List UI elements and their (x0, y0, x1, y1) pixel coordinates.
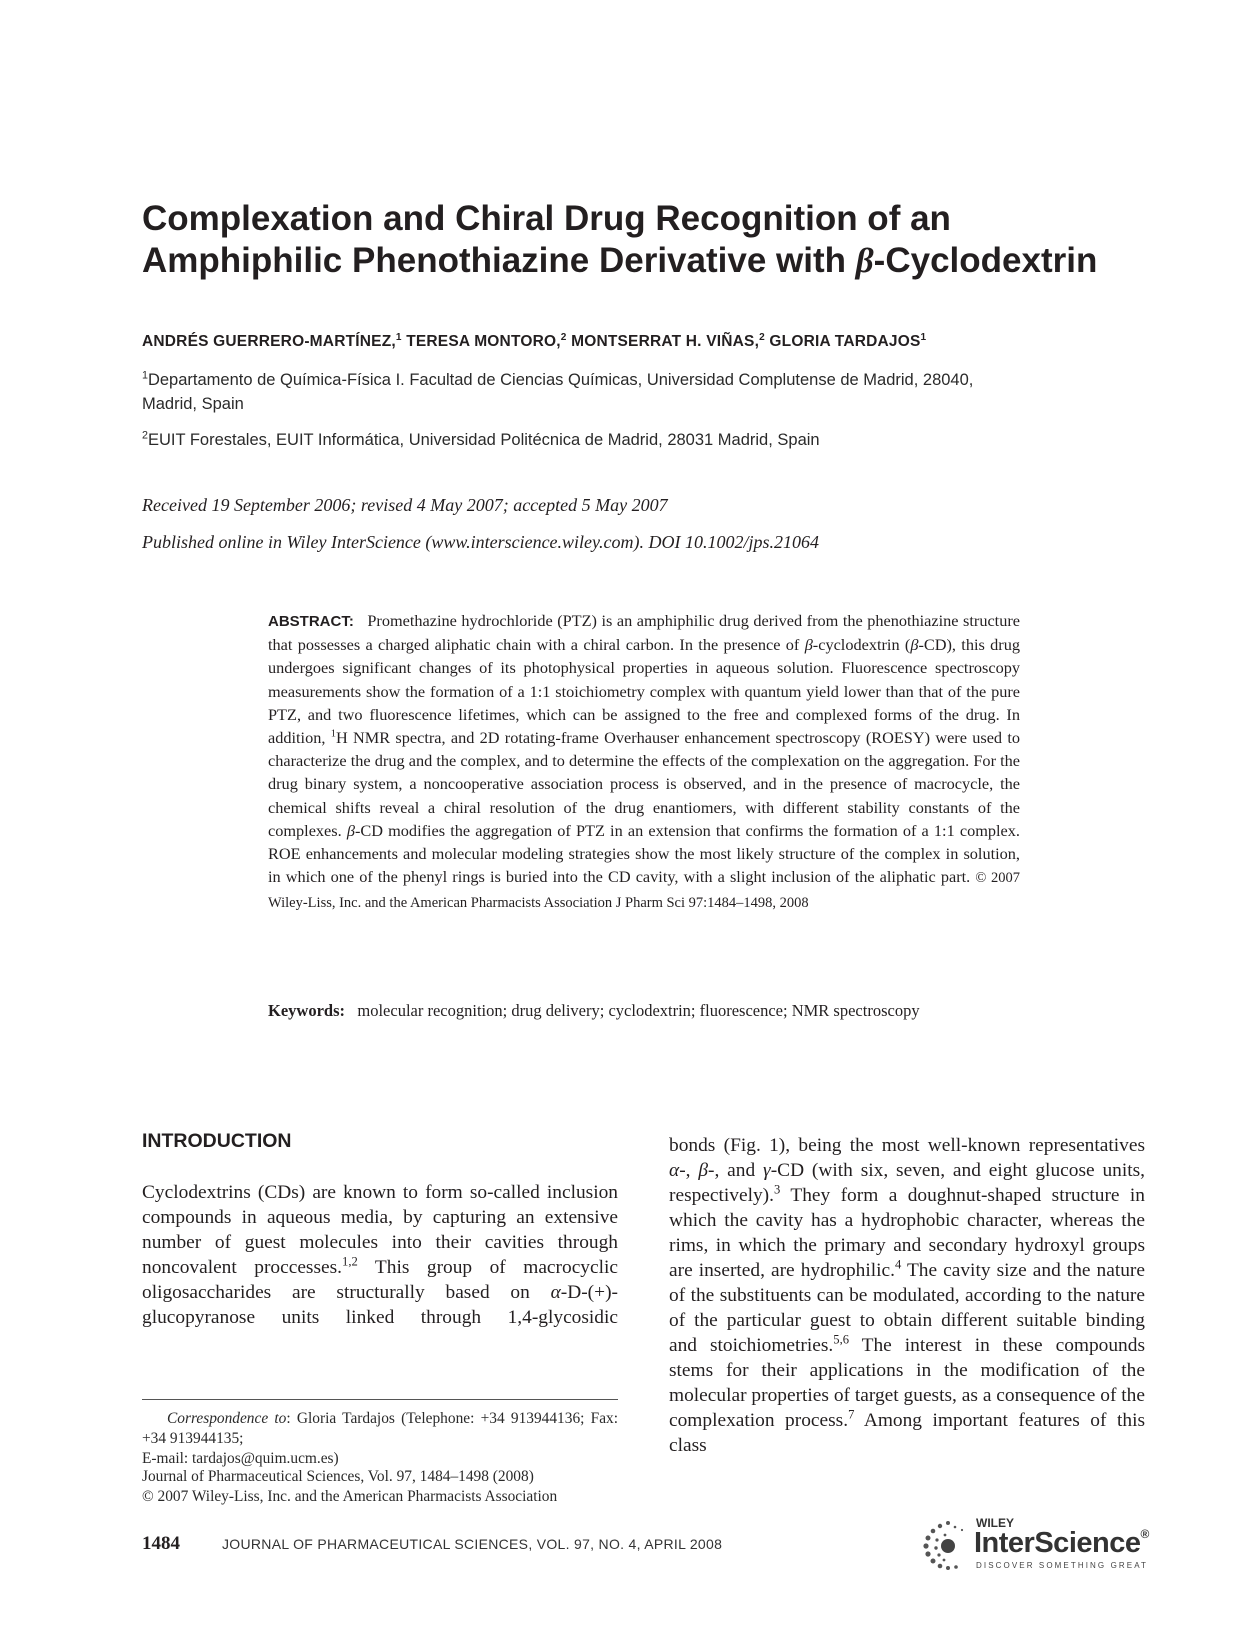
keywords-label: Keywords: (268, 1001, 345, 1020)
author-list (142, 333, 1142, 351)
title-line-2-end: -Cyclodextrin (873, 241, 1098, 280)
abstract: ABSTRACT: Promethazine hydrochloride (PTZ) is an amphiphilic drug derived from the phenothiazine structure that possesses a charged aliphatic chain with a chiral carbon. In the presence of β-cyclodextrin (β-CD), this drug undergoes significant changes of its photophysical properties in aqueous solution. Fluorescence spectroscopy measurements show the formation of a 1:1 stoichiometry complex with quantum yield lower than that of the pure PTZ, and two fluorescence lifetimes, which can be assigned to the free and complexed forms of the drug. In addition, $^1$H NMR spectra, and 2D rotating-frame Overhauser enhancement spectroscopy (ROESY) were used to characterize the drug and the complex, and to determine the effects of the complexation on the aggregation. For the drug binary system, a noncooperative association process is observed, and in the presence of macrocycle, the chemical shifts reveal a chiral resolution of the drug enantiomers, with different stability constants of the complexes. β-CD modifies the aggregation of PTZ in an extension that confirms the formation of a 1:1 complex. ROE enhancements and molecular modeling strategies show the most likely structure of the complex in solution, in which one of the phenyl rings is buried into the CD cavity, with a slight inclusion of the aliphatic part. © 2007 Wiley-Liss, Inc. and the American Pharmacists Association J Pharm Sci 97:1484–1498, 2008 (268, 611, 1020, 912)
title-beta: β (855, 241, 874, 280)
correspondence-note: Correspondence to: Gloria Tardajos (Telephone: +34 913944136; Fax: +34 913944135; E-mail: tardajos@quim.ucm.es) (142, 1410, 618, 1467)
keywords: Keywords: molecular recognition; drug delivery; cyclodextrin; fluorescence; NMR spectroscopy (268, 1001, 920, 1020)
abstract-label: ABSTRACT: (268, 613, 354, 630)
intro-paragraph: bonds (Fig. 1), being the most well-known representatives α-, β-, and γ-CD (with six, seven, and eight glucose units, respectively).$^3$ They form a doughnut-shaped structure in which the cavity has a hydrophobic character, whereas the rims, in which the primary and secondary hydroxyl groups are inserted, are hydrophilic.$^4$ The cavity size and the nature of the substituents can be modulated, according to the nature of the particular guest to obtain different suitable binding and stoichiometries.$^{5,6}$ The interest in these compounds stems for their applications in the modification of the molecular properties of target guests, as a consequence of the complexation process.$^7$ Among important features of this class (669, 1135, 1146, 1456)
received-dates: Received 19 September 2006; revised 4 May 2007; accepted 5 May 2007 (142, 495, 668, 515)
affiliation-1: $^1$Departamento de Química-Física I. Facultad de Ciencias Químicas, Universidad Complutense de Madrid, 28040, Madrid, Spain (142, 369, 974, 413)
footnote-copyright: © 2007 Wiley-Liss, Inc. and the American Pharmacists Association (142, 1488, 558, 1505)
title-line-2 (142, 240, 1142, 282)
intro-paragraph: Cyclodextrins (CDs) are known to form so-called inclusion compounds in aqueous media, by capturing an extensive number of guest molecules into their cavities through noncovalent proccesses.$^{1,2}$ This group of macrocyclic oligosaccharides are structurally based on α-D-(+)- glucopyranose units linked through 1,4-glycosidic (142, 1182, 618, 1328)
title-line-2-text: Amphiphilic Phenothiazine Derivative with (142, 241, 856, 280)
article-title (142, 198, 1142, 282)
author: ANDRÉS GUERRERO-MARTÍNEZ,$^1$ (142, 331, 402, 350)
wiley-brand: WILEY (976, 1516, 1014, 1530)
section-heading-introduction: INTRODUCTION (142, 1130, 292, 1152)
published-online: Published online in Wiley InterScience (www.interscience.wiley.com). DOI 10.1002/jps.21064 (142, 532, 820, 552)
intro-right-column (669, 1133, 1145, 1458)
page-number: 1484 (142, 1533, 180, 1554)
correspondence-email: E-mail: tardajos@quim.ucm.es) (142, 1450, 339, 1467)
logo-tagline: DISCOVER SOMETHING GREAT (976, 1561, 1149, 1570)
journal-citation: Journal of Pharmaceutical Sciences, Vol. 97, 1484–1498 (2008) (142, 1468, 534, 1485)
intro-left-column (142, 1180, 618, 1330)
running-footer: JOURNAL OF PHARMACEUTICAL SCIENCES, VOL. 97, NO. 4, APRIL 2008 (222, 1536, 723, 1552)
interscience-wordmark: InterScience® (974, 1527, 1149, 1559)
author: TERESA MONTORO,$^2$ (406, 331, 567, 350)
author: GLORIA TARDAJOS$^1$ (769, 331, 927, 350)
affiliation-2: $^2$EUIT Forestales, EUIT Informática, Universidad Politécnica de Madrid, 28031 Madrid, Spain (142, 429, 820, 449)
title-line-1: Complexation and Chiral Drug Recognition of an (142, 199, 951, 238)
wiley-interscience-logo (918, 1515, 1148, 1573)
author: MONTSERRAT H. VIÑAS,$^2$ (571, 331, 765, 350)
footnote-rule (142, 1399, 618, 1400)
abstract-copyright: © 2007 Wiley-Liss, Inc. and the American Pharmacists Association J Pharm Sci 97:1484–1498, 2008 (268, 870, 1020, 912)
